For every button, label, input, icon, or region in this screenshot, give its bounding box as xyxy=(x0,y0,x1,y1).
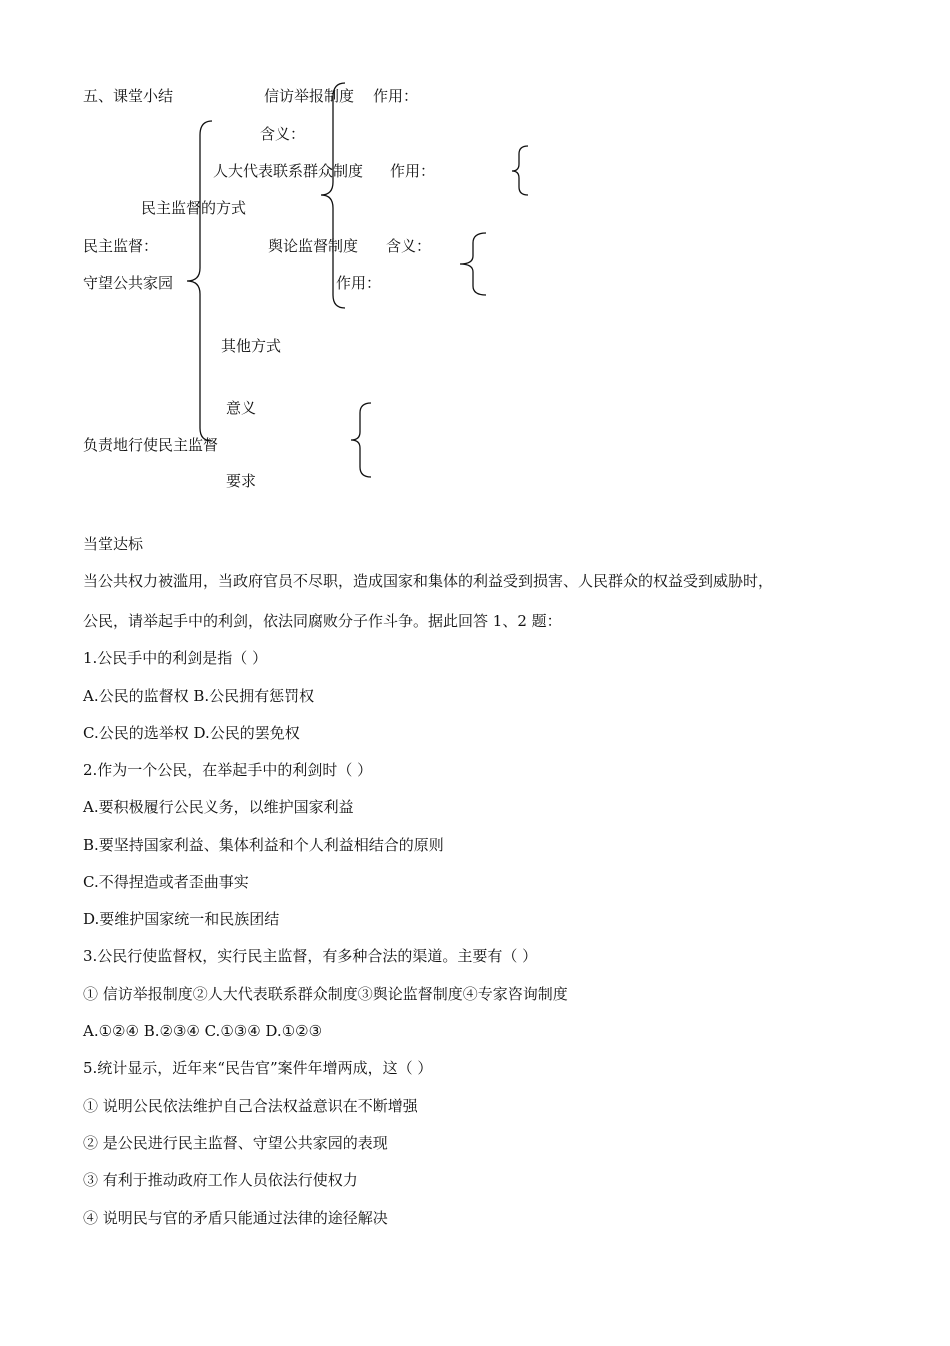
question-2-option-a: A.要积极履行公民义务，以维护国家利益 xyxy=(83,798,354,816)
question-3: 3.公民行使监督权，实行民主监督，有多种合法的渠道。主要有（ ） xyxy=(83,947,538,965)
summary-heading: 五、课堂小结 xyxy=(83,87,174,105)
question-5: 5.统计显示，近年来“民告官”案件年增两成，这（ ） xyxy=(83,1059,433,1077)
question-3-items: ① 信访举报制度②人大代表联系群众制度③舆论监督制度④专家咨询制度 xyxy=(83,985,568,1003)
question-5-item-1: ① 说明公民依法维护自己合法权益意识在不断增强 xyxy=(83,1097,418,1115)
yulun-brace xyxy=(460,233,486,295)
yulun-label: 舆论监督制度 xyxy=(268,237,359,255)
exercise-intro-line2: 公民，请举起手中的利剑，依法同腐败分子作斗争。据此回答 1、2 题： xyxy=(83,612,562,630)
question-1: 1.公民手中的利剑是指（ ） xyxy=(83,649,268,667)
question-5-item-2: ② 是公民进行民主监督、守望公共家园的表现 xyxy=(83,1134,388,1152)
xinfang-zuoyong: 作用： xyxy=(373,87,419,105)
xinfang-hanyi: 含义： xyxy=(260,125,306,143)
fuze-label: 负责地行使民主监督 xyxy=(83,436,219,454)
question-5-item-4: ④ 说明民与官的矛盾只能通过法律的途径解决 xyxy=(83,1209,388,1227)
root-label-2: 守望公共家园 xyxy=(83,274,174,292)
main-brace xyxy=(187,121,212,441)
question-2-option-d: D.要维护国家统一和民族团结 xyxy=(83,910,280,928)
fangshi-label: 民主监督的方式 xyxy=(141,199,247,217)
xinfang-label: 信访举报制度 xyxy=(264,87,355,105)
yiyi-brace xyxy=(351,403,371,477)
exercise-intro-line1: 当公共权力被滥用，当政府官员不尽职，造成国家和集体的利益受到损害、人民群众的权益受到威胁时， xyxy=(83,572,774,590)
yulun-zuoyong: 作用： xyxy=(336,274,382,292)
question-2: 2.作为一个公民，在举起手中的利剑时（ ） xyxy=(83,761,373,779)
question-3-options: A.①②④ B.②③④ C.①③④ D.①②③ xyxy=(83,1022,323,1040)
qita-label: 其他方式 xyxy=(221,337,282,355)
renda-brace xyxy=(512,146,528,195)
yaoqiu-label: 要求 xyxy=(226,472,257,490)
root-label-1: 民主监督： xyxy=(83,237,159,255)
question-5-item-3: ③ 有利于推动政府工作人员依法行使权力 xyxy=(83,1171,358,1189)
yulun-hanyi: 含义： xyxy=(386,237,432,255)
question-1-options-ab: A.公民的监督权 B.公民拥有惩罚权 xyxy=(83,687,315,705)
question-2-option-b: B.要坚持国家利益、集体利益和个人利益相结合的原则 xyxy=(83,836,444,854)
yiyi-label: 意义 xyxy=(226,399,257,417)
renda-zuoyong: 作用： xyxy=(390,162,436,180)
renda-label: 人大代表联系群众制度 xyxy=(213,162,364,180)
question-2-option-c: C.不得捏造或者歪曲事实 xyxy=(83,873,249,891)
exercise-title: 当堂达标 xyxy=(83,535,144,553)
question-1-options-cd: C.公民的选举权 D.公民的罢免权 xyxy=(83,724,300,742)
